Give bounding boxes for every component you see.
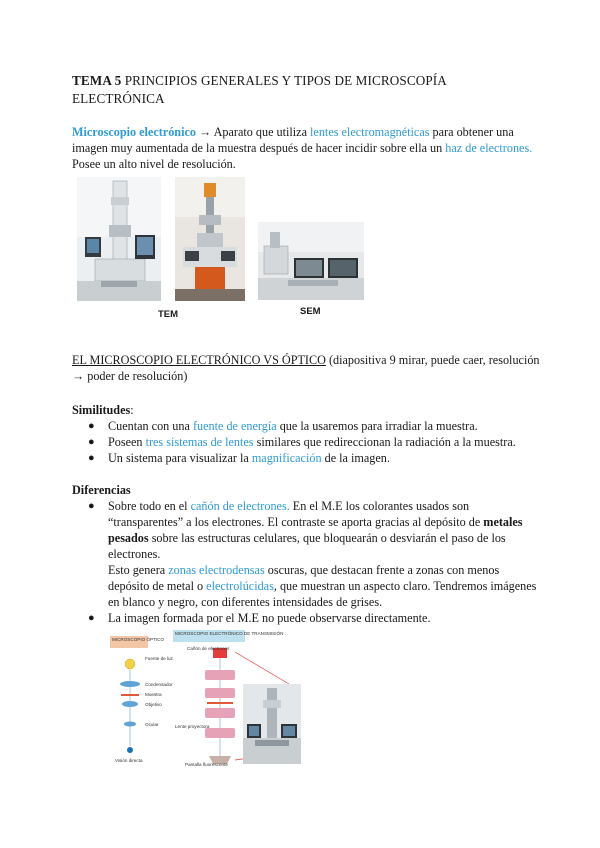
title-text: PRINCIPIOS GENERALES Y TIPOS DE MICROSCOPÍA ELECTRÓNICA: [72, 73, 447, 106]
label-condensador: Condensador: [145, 682, 173, 687]
label-fuente: Fuente de luz: [145, 656, 173, 661]
item-text: que la usaremos para irradiar la muestra.: [276, 419, 478, 433]
list-item: [72, 434, 552, 450]
item-text: En el M.E los colorantes usados son “transparentes” a los electrones. El contraste se aporta gracias al depósito de: [108, 499, 484, 529]
item-text: , que muestran un aspecto claro. Tendremos imágenes en blanco y negro, con diferentes intensidades de grises.: [108, 579, 537, 609]
item-text: de la imagen.: [321, 451, 390, 465]
item-text: Un sistema para visualizar la: [108, 451, 252, 465]
intro-arrow-text: → Aparato que utiliza: [195, 125, 311, 139]
label-muestra: Muestra: [145, 692, 162, 697]
bullet: ●: [88, 436, 95, 448]
optical-vs-tem-diagram: [105, 628, 365, 768]
item-highlight: tres sistemas de lentes: [145, 435, 254, 449]
bullet: ●: [88, 500, 95, 512]
diferencias-list: [72, 498, 542, 626]
item-text: Esto genera: [108, 563, 169, 577]
intro-term: Microscopio electrónico: [72, 125, 196, 139]
bullet: ●: [88, 420, 95, 432]
tem-photo-2: [175, 177, 245, 301]
item-bold: metales pesados: [108, 515, 523, 545]
intro-paragraph: [72, 124, 542, 172]
sem-photo: [258, 222, 364, 300]
caption-sem: SEM: [300, 306, 321, 317]
item-highlight: magnificación: [251, 451, 322, 465]
section-heading-vs: [72, 352, 542, 384]
section-note: (diapositiva 9 mirar, puede caer, resolución → poder de resolución): [72, 353, 540, 383]
item-highlight: fuente de energía: [192, 419, 277, 433]
item-text: similares que redireccionan la radiación a la muestra.: [253, 435, 516, 449]
item-text: sobre las estructuras celulares, que bloquearán o desviarán el paso de los electrones.: [108, 531, 506, 561]
similitudes-label: Similitudes: [72, 403, 131, 417]
intro-end-text: Posee un alto nivel de resolución.: [72, 157, 236, 171]
optico-header: MICROSCOPIO ÓPTICO: [112, 637, 165, 642]
tem-photo-1: [77, 177, 161, 301]
bullet: ●: [88, 612, 95, 624]
title-label: TEMA 5: [72, 73, 122, 88]
similitudes-colon: :: [130, 403, 134, 417]
list-item: [72, 498, 542, 610]
label-ocular: Ocular: [145, 722, 159, 727]
item-highlight: cañón de electrones.: [190, 499, 290, 513]
similitudes-heading: [72, 402, 542, 418]
item-text: Poseen: [108, 435, 146, 449]
caption-tem: TEM: [158, 309, 179, 320]
tem-header: MICROSCOPIO ELECTRÓNICO DE TRANSMISIÓN: [175, 631, 284, 636]
intro-mid-text: para obtener una imagen muy aumentada de la muestra después de hacer incidir sobre ella un: [72, 125, 514, 155]
label-canon: Cañón de electrones: [187, 646, 230, 651]
label-proyectora: Lente proyectora: [175, 724, 210, 729]
label-objetivo: Objetivo: [145, 702, 162, 707]
diferencias-label: Diferencias: [72, 483, 131, 497]
page-title: [72, 72, 542, 108]
diferencias-heading: [72, 482, 542, 498]
list-item: [72, 450, 552, 466]
list-item: [72, 418, 552, 434]
section-title: EL MICROSCOPIO ELECTRÓNICO VS ÓPTICO: [72, 353, 326, 367]
bullet: ●: [88, 452, 95, 464]
intro-link-haz: haz de electrones.: [445, 141, 533, 155]
similitudes-list: [72, 418, 552, 466]
item-text: La imagen formada por el M.E no puede observarse directamente.: [108, 611, 431, 625]
item-text: Sobre todo en el: [108, 499, 191, 513]
list-item: [72, 610, 542, 626]
item-highlight: electrolúcidas: [206, 579, 274, 593]
item-highlight: zonas electrodensas: [168, 563, 265, 577]
label-vision: Visión directa: [115, 758, 143, 763]
label-pantalla: Pantalla fluorescente: [185, 762, 228, 767]
intro-link-lentes: lentes electromagnéticas: [310, 125, 430, 139]
item-text: Cuentan con una: [108, 419, 193, 433]
item-text: oscuras, que destacan frente a zonas con menos depósito de metal o: [108, 563, 500, 593]
